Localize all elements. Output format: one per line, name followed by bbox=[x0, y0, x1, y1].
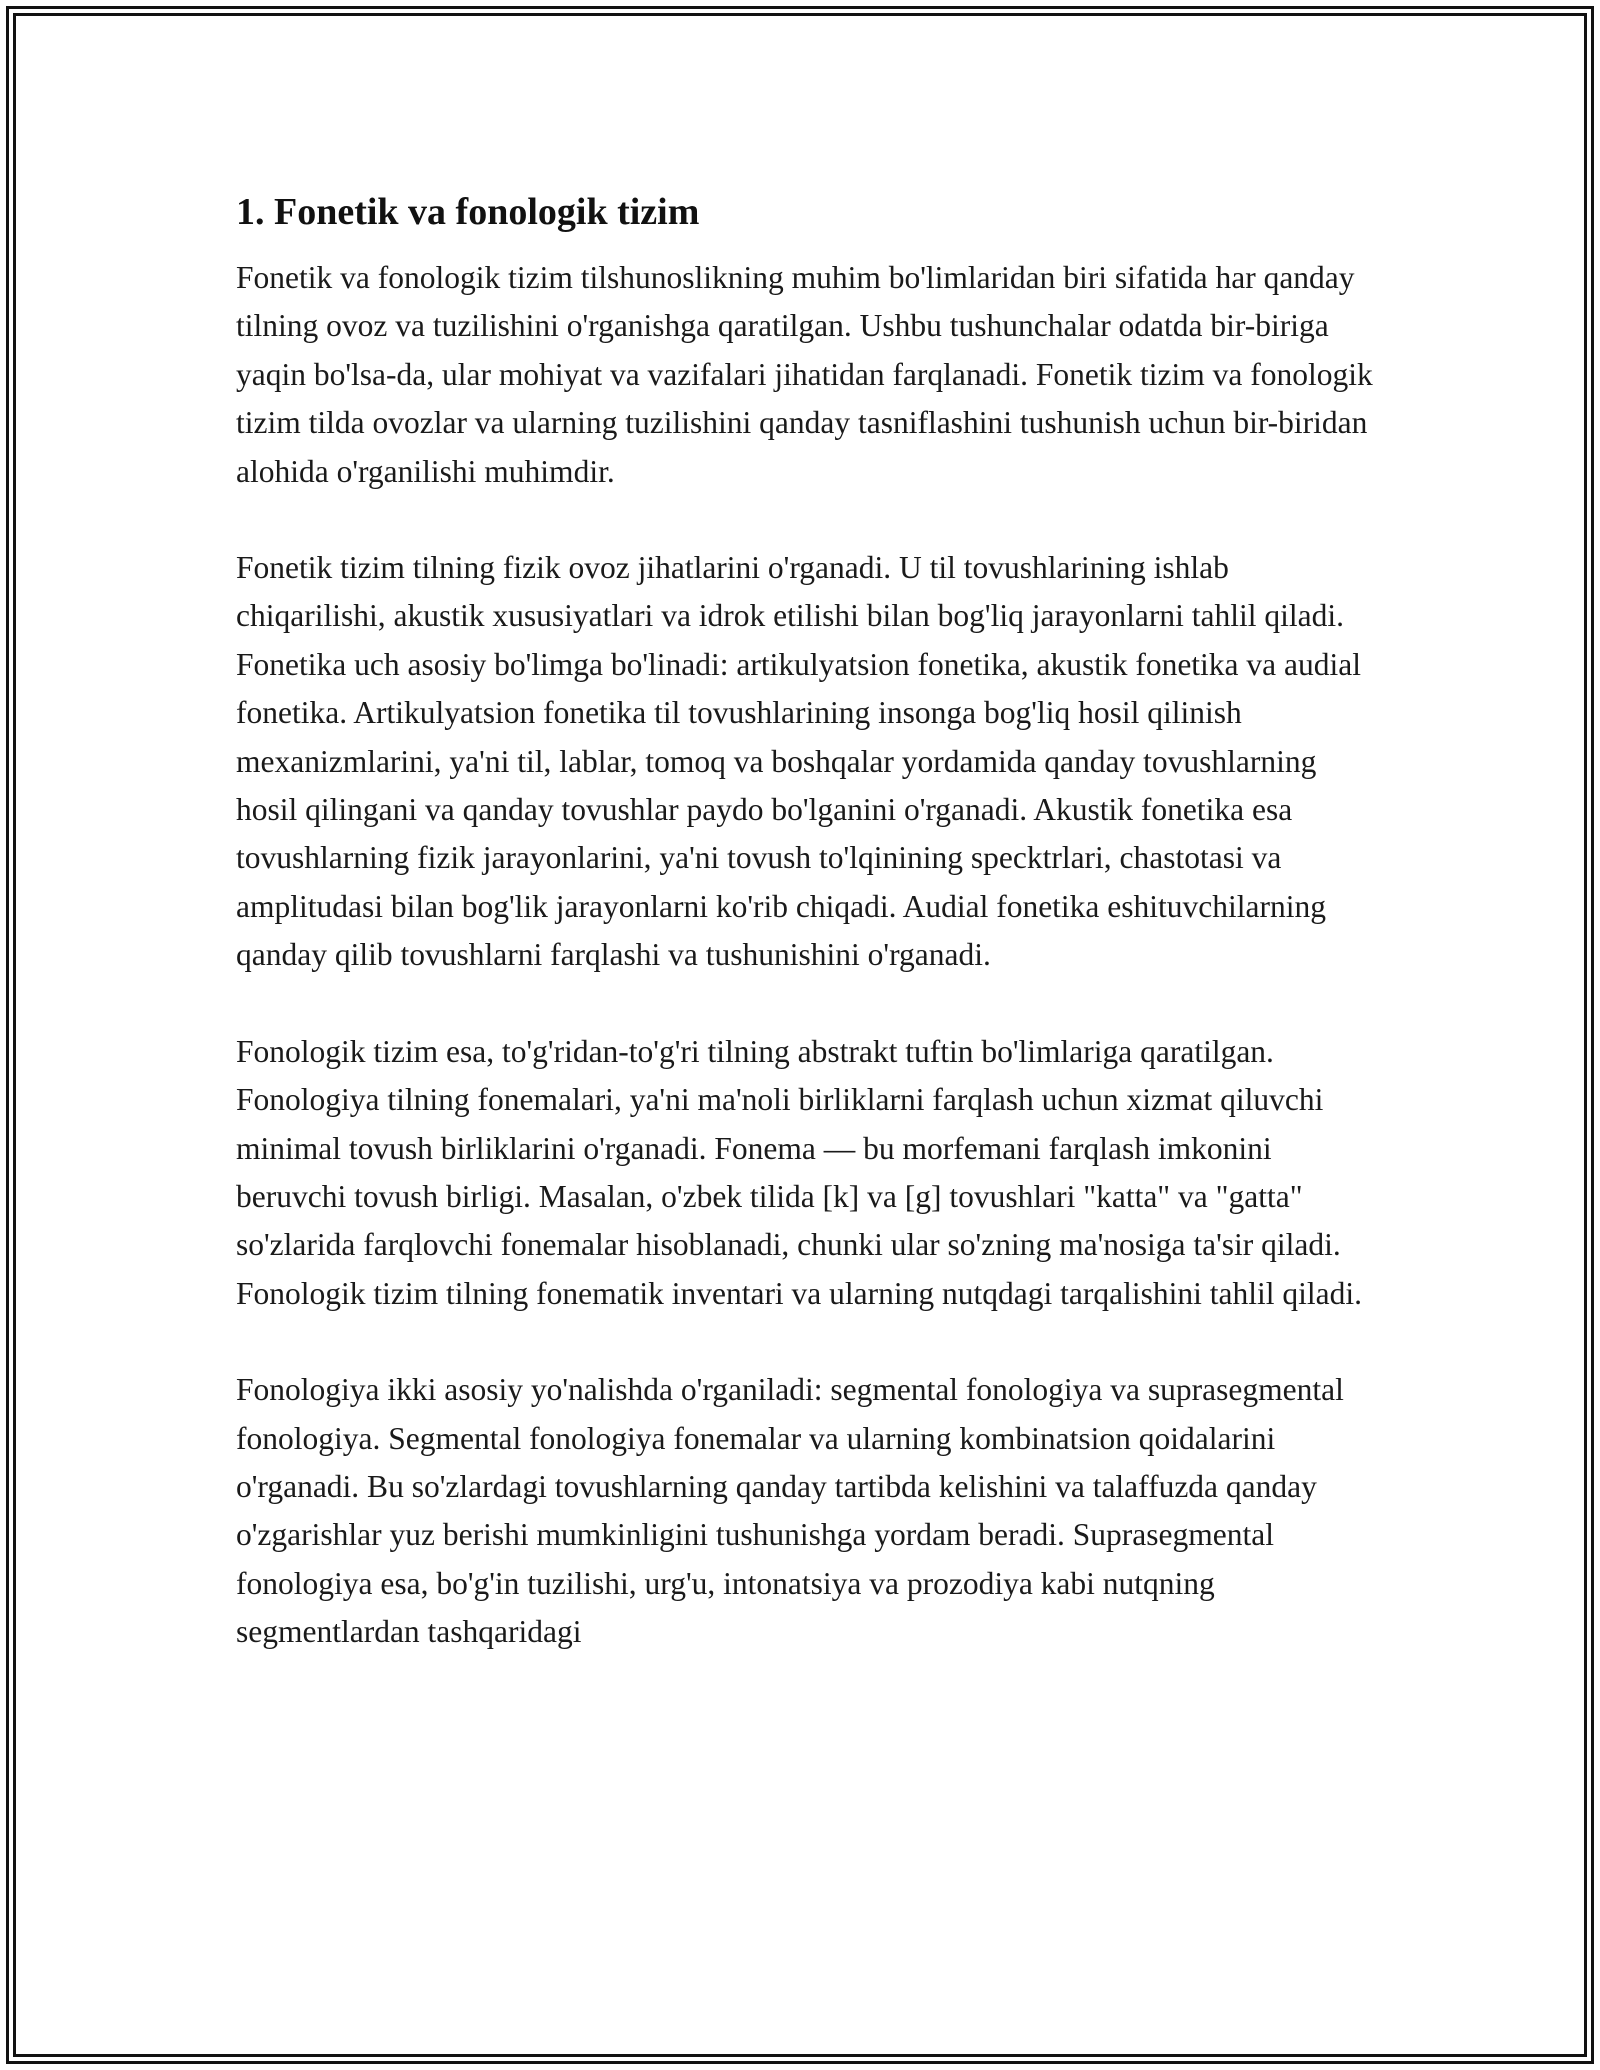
paragraph-4: Fonologiya ikki asosiy yo'nalishda o'rganiladi: segmental fonologiya va suprasegmental fonologiya. Segmental fonologiya fonemalar va ularning kombinatsion qoidalarini o'rganadi. Bu so'zlardagi tovushlarning qanday tartibda kelishini va talaffuzda qanday o'zgarishlar yuz berishi mumkinligini tushunishga yordam beradi. Suprasegmental fonologiya esa, bo'g'in tuzilishi, urg'u, intonatsiya va prozodiya kabi nutqning segmentlardan tashqaridagi bbox=[236, 1372, 1344, 1650]
paragraph-2: Fonetik tizim tilning fizik ovoz jihatlarini o'rganadi. U til tovushlarining ishlab chiqarilishi, akustik xususiyatlari va idrok etilishi bilan bog'liq jarayonlarni tahlil qiladi. Fonetika uch asosiy bo'limga bo'linadi: artikulyatsion fonetika, akustik fonetika va audial fonetika. Artikulyatsion fonetika til tovushlarining insonga bog'liq hosil qilinish mexanizmlarini, ya'ni til, lablar, tomoq va boshqalar yordamida qanday tovushlarning hosil qilingani va qanday tovushlar paydo bo'lganini o'rganadi. Akustik fonetika esa tovushlarning fizik jarayonlarini, ya'ni tovush to'lqinining specktrlari, chastotasi va amplitudasi bilan bog'lik jarayonlarni ko'rib chiqadi. Audial fonetika eshituvchilarning qanday qilib tovushlarni farqlashi va tushunishini o'rganadi. bbox=[236, 550, 1361, 973]
paragraph-1: Fonetik va fonologik tizim tilshunoslikning muhim bo'limlaridan biri sifatida har qanday tilning ovoz va tuzilishini o'rganishga qaratilgan. Ushbu tushunchalar odatda bir-biriga yaqin bo'lsa-da, ular mohiyat va vazifalari jihatidan farqlanadi. Fonetik tizim va fonologik tizim tilda ovozlar va ularning tuzilishini qanday tasniflashini tushunish uchun bir-biridan alohida o'rganilishi muhimdir. bbox=[236, 260, 1373, 489]
document-body bbox=[236, 186, 1376, 1705]
section-heading: 1. Fonetik va fonologik tizim bbox=[236, 191, 700, 233]
paragraph-3: Fonologik tizim esa, to'g'ridan-to'g'ri tilning abstrakt tuftin bo'limlariga qaratilgan. Fonologiya tilning fonemalari, ya'ni ma'noli birliklarni farqlash uchun xizmat qiluvchi minimal tovush birliklarini o'rganadi. Fonema — bu morfemani farqlash imkonini beruvchi tovush birligi. Masalan, o'zbek tilida [k] va [g] tovushlari "katta" va "gatta" so'zlarida farqlovchi fonemalar hisoblanadi, chunki ular so'zning ma'nosiga ta'sir qiladi. Fonologik tizim tilning fonematik inventari va ularning nutqdagi tarqalishini tahlil qiladi. bbox=[236, 1033, 1362, 1311]
